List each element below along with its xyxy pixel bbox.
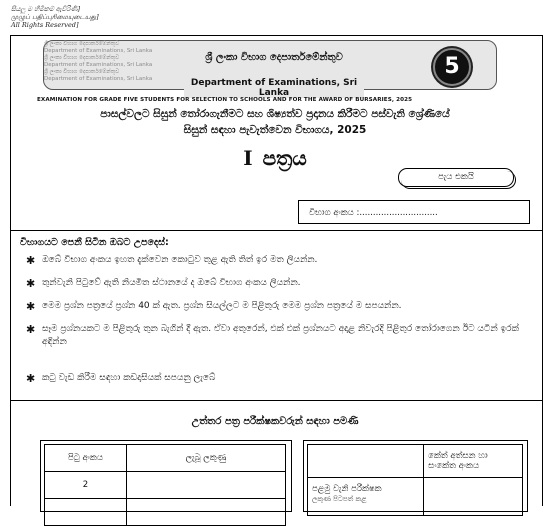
exam-title-sinhala-1: පාසල්වලට සිසුන් තෝරාගැනීමට සහ ශිෂ්‍යත්ව ප්‍රදානය කිරීමට පස්වැනි ශ්‍රේණියේ [100, 108, 450, 120]
copyright-notice [11, 5, 99, 29]
marks-copied-text: ලකුණ පිටපත් කළ [312, 495, 367, 503]
paper-frame [10, 35, 543, 506]
header-marks: ලැබූ ලකුණු [126, 445, 285, 472]
watermark-line: Department of Examinations, Sri Lanka [44, 48, 153, 54]
instruction-text: සෑම ප්‍රශ්නයකට ම පිළිතුරු තුන බැගින් දී ඇත. ඒවා අතුරෙන්, එක් එක් ප්‍රශ්නයට අදාළ නිවැරදි පිළිතුර තෝරාගෙන ඊට යටින් ඉරක් අඳින්න [42, 324, 519, 347]
asterisk-icon: ✱ [26, 254, 36, 267]
marks-table [44, 444, 286, 526]
watermark-line: ශ්‍රී ලංකා විභාග දෙපාර්තමේන්තුව [44, 41, 120, 47]
department-banner [43, 40, 497, 98]
asterisk-icon: ✱ [26, 323, 36, 336]
index-number-field[interactable]: විභාග අංකය :............................. [298, 200, 530, 224]
instruction-text: මෙම ප්‍රශ්න පත්‍රයේ ප්‍රශ්න 40 ක් ඇත. ප්‍රශ්න සියල්ලට ම පිළිතුරු මෙම ප්‍රශ්න පත්‍රයේ ම සපයන්න. [42, 301, 402, 311]
divider [10, 230, 543, 231]
instructions-title: විභාගයට පෙනී සිටින ඔබට උපදෙස්: [20, 237, 169, 248]
exam-title-sinhala-2: සිසුන් සඳහා පැවැත්වෙන විභාගය, 2025 [183, 124, 367, 136]
grade-badge: 5 [433, 48, 471, 86]
copyright-sinhala: සියලු ම හිමිකම් ඇවිරිණි] [11, 5, 80, 13]
watermark-line: ශ්‍රී ලංකා විභාග දෙපාර්තමේන්තුව [44, 55, 120, 61]
instruction-item [26, 323, 536, 349]
header-signature-code: කේත් අත්සන හා සංකේත අංකය [424, 445, 523, 478]
instruction-item [26, 300, 536, 313]
duration-box: පැය එකයි [398, 168, 514, 187]
first-examiner-label [308, 478, 424, 516]
paper-number: I [243, 146, 253, 170]
instruction-text: ඔබේ විභාග අංකය ඉහත දැක්වෙන කොටුව තුළ ඇති තිත් ඉර මත ලියන්න. [42, 255, 318, 265]
exam-title-english: EXAMINATION FOR GRADE FIVE STUDENTS FOR SELECTION TO SCHOOLS AND FOR THE AWARD OF BURSARIES, 2025 [37, 97, 413, 103]
instruction-text: තුන්වැනි පිටුවේ ඇති නියමිත ස්ථානයේ ද ඔබේ විභාග අංකය ලියන්න. [42, 278, 301, 288]
watermark-line: Department of Examinations, Sri Lanka [44, 62, 153, 68]
header-page-number: පිටු අංකය [45, 445, 127, 472]
examiner-table [307, 444, 523, 516]
paper-label: පත්‍රය [262, 146, 307, 170]
examiner-header-blank [308, 445, 424, 478]
instruction-text: කටු වැඩ කිරීම සඳහා කඩදාසියක් සපයනු ලැබේ [42, 373, 216, 383]
watermark-line: Department of Examinations, Sri Lanka [44, 76, 153, 82]
banner-title-sinhala: ශ්‍රී ලංකා විභාග දෙපාර්තමේන්තුව [205, 52, 343, 63]
page-number-cell: 2 [45, 472, 127, 499]
signature-cell[interactable] [424, 478, 523, 516]
watermark-line: ශ්‍රී ලංකා විභාග දෙපාර්තමේන්තුව [44, 69, 120, 75]
instruction-item [26, 254, 536, 267]
asterisk-icon: ✱ [26, 277, 36, 290]
instruction-item [26, 277, 536, 290]
page-number-cell [45, 499, 127, 526]
instruction-item [26, 372, 536, 385]
marks-cell[interactable] [126, 472, 285, 499]
divider [10, 400, 543, 401]
asterisk-icon: ✱ [26, 372, 36, 385]
examiners-title: උත්තර පත්‍ර පරීක්ෂකවරුන් සඳහා පමණි [191, 416, 359, 427]
copyright-english: All Rights Reserved] [11, 21, 79, 29]
marks-cell[interactable] [126, 499, 285, 526]
first-examiner-text: පළමු වැනි පරීක්ෂක [312, 484, 382, 494]
asterisk-icon: ✱ [26, 300, 36, 313]
banner-title-english: Department of Examinations, Sri Lanka [184, 78, 364, 98]
paper-title [0, 146, 550, 170]
copyright-tamil: முழுப் பதிப்புரிமையுடையது] [11, 13, 99, 21]
